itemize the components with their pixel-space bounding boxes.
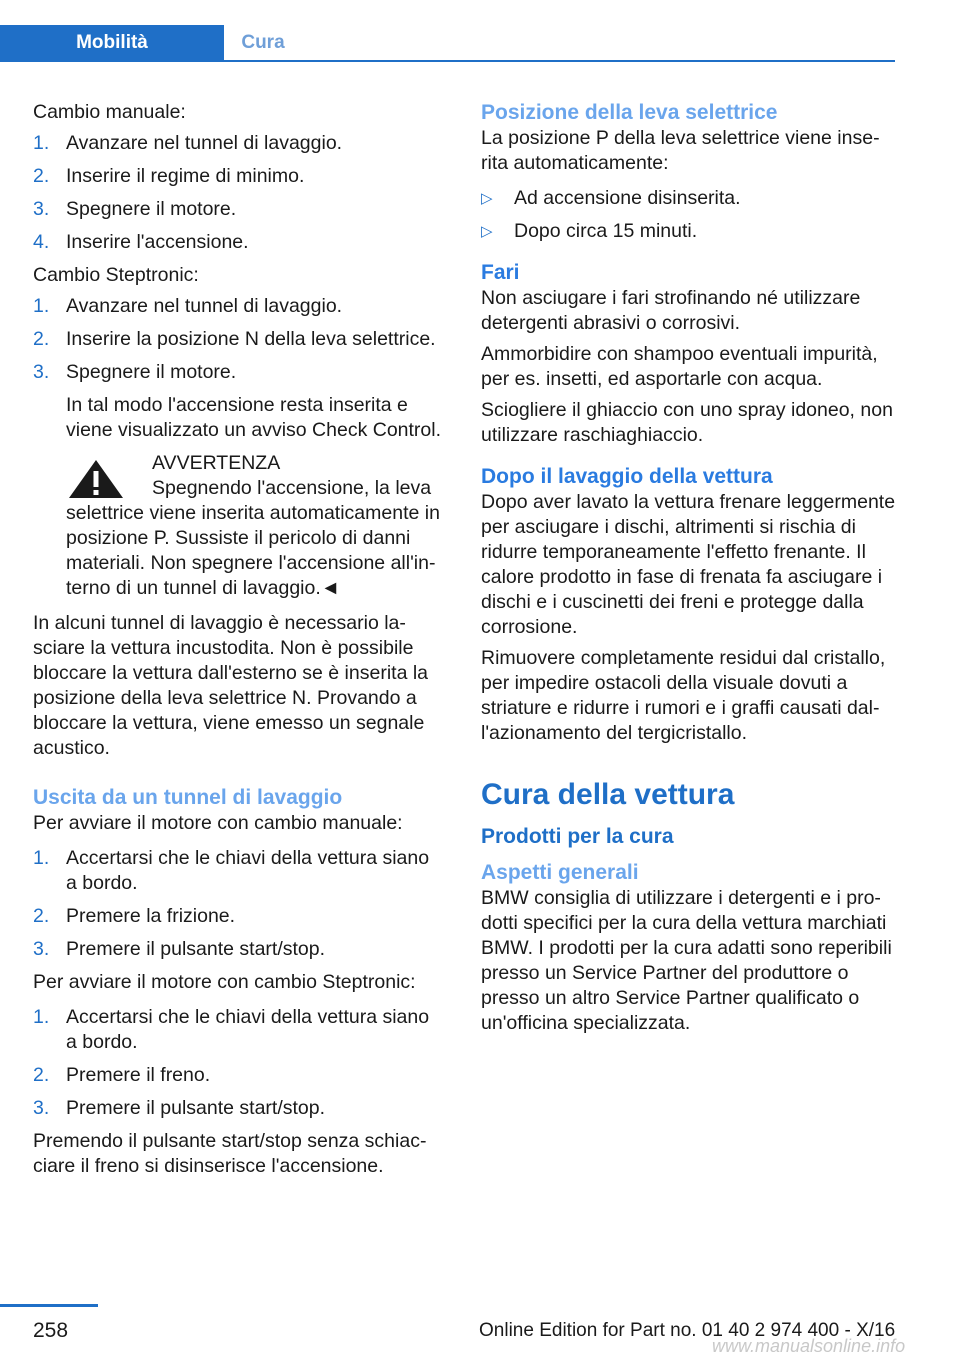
warning-title: AVVERTENZA <box>152 452 281 474</box>
after-wash-heading: Dopo il lavaggio della vettura <box>481 465 773 488</box>
page-number: 258 <box>33 1319 69 1342</box>
edition-text: Online Edition for Part no. 01 40 2 974 400 - X/16 <box>479 1320 896 1341</box>
list-item: 4. Inserire l'accensione. <box>33 231 249 253</box>
list-item: 3. Premere il pulsante start/stop. <box>33 938 326 960</box>
exit-manual-label: Per avviare il motore con cambio manuale: <box>33 812 403 834</box>
list-item: 2. Premere il freno. <box>33 1064 211 1086</box>
watermark: www.manualsonline.info <box>712 1336 906 1356</box>
exit-manual-steps-list <box>33 846 445 962</box>
selector-heading: Posizione della leva selettrice <box>481 101 778 124</box>
list-item: ▷ Ad accensione disinserita. <box>481 187 741 209</box>
after-wash-paragraph-2: Rimuovere completamente residui dal cristallo, per impedire ostacoli della visuale dovuti a striature e ridurre i rumori e i graffi causati dall'azionamento del tergicristallo. <box>481 647 886 744</box>
exit-heading: Uscita da un tunnel di lavaggio <box>33 786 343 809</box>
header-tabs <box>0 25 895 62</box>
list-item: 2. Inserire la posizione N della leva selettrice. <box>33 328 436 350</box>
triangle-bullet-icon: ▷ <box>481 190 493 207</box>
steptronic-label: Cambio Steptronic: <box>33 264 199 286</box>
list-item: 1. Avanzare nel tunnel di lavaggio. <box>33 295 343 317</box>
unattended-paragraph: In alcuni tunnel di lavaggio è necessario lasciare la vettura incustodita. Non è possibile bloccare la vettura dall'esterno se è inserita la posizione della leva selettrice N. Provando a bloccare la vettura, viene emesso un segnale acustico. <box>33 612 429 759</box>
after-wash-paragraph-1: Dopo aver lavato la vettura frenare leggermente per asciugare i dischi, altrimenti si rischia di ridurre temporaneamente l'effetto frenante. Il calore prodotto in fase di frenata fa asciugare i dischi e i cuscinetti dei freni e protegge dalla corrosione. <box>481 491 896 638</box>
tab-mobilita[interactable]: Mobilità <box>0 25 224 60</box>
header-rule <box>0 60 895 62</box>
warning-triangle-icon <box>66 457 126 501</box>
list-item: 3. Spegnere il motore. <box>33 198 237 220</box>
lights-paragraph-3: Sciogliere il ghiaccio con uno spray idoneo, non utilizzare raschiaghiaccio. <box>481 399 893 446</box>
lights-paragraph-2: Ammorbidire con shampoo eventuali impurità, per es. insetti, ed asportarle con acqua. <box>481 343 878 390</box>
tab-cura[interactable]: Cura <box>241 32 285 53</box>
selector-text: La posizione P della leva selettrice viene inserita automaticamente: <box>481 127 880 174</box>
steptronic-steps-list <box>33 294 445 443</box>
list-item: 1. Accertarsi che le chiavi della vettura siano a bordo. <box>33 847 430 894</box>
products-heading: Prodotti per la cura <box>481 825 674 848</box>
list-item: ▷ Dopo circa 15 minuti. <box>481 220 698 242</box>
triangle-bullet-icon: ▷ <box>481 223 493 240</box>
exit-note: Premendo il pulsante start/stop senza schiacciare il freno si disinserisce l'accensione. <box>33 1130 427 1177</box>
general-heading: Aspetti generali <box>481 861 639 884</box>
general-text: BMW consiglia di utilizzare i detergenti e i prodotti specifici per la cura della vettura marchiati BMW. I prodotti per la cura adatti sono reperibili presso un Service Partner del produttore o presso un altro Service Partner qualificato o un'officina specializzata. <box>481 887 892 1034</box>
care-title: Cura della vettura <box>481 778 735 811</box>
list-item: 2. Inserire il regime di minimo. <box>33 165 305 187</box>
steptronic-note: In tal modo l'accensione resta inserita e viene visualizzato un avviso Check Control. <box>66 394 442 441</box>
exit-steptronic-steps-list <box>33 1005 445 1121</box>
list-item: 3. Spegnere il motore. In tal modo l'accensione resta inserita e viene visualizzato un avviso Check Control. <box>33 360 445 443</box>
footer-rule <box>0 1304 98 1307</box>
list-item: 1. Accertarsi che le chiavi della vettura siano a bordo. <box>33 1006 430 1053</box>
left-column <box>33 100 445 1185</box>
manual-steps-list <box>33 131 445 255</box>
exit-steptronic-label: Per avviare il motore con cambio Steptronic: <box>33 971 416 993</box>
list-item: 3. Premere il pulsante start/stop. <box>33 1097 326 1119</box>
selector-list <box>481 186 897 244</box>
right-column <box>481 100 897 1042</box>
list-item: 2. Premere la frizione. <box>33 905 236 927</box>
warning-text: Spegnendo l'accensione, la leva selettrice viene inserita automaticamente in posizione P. Sussiste il pericolo di danni materiali. Non spegnere l'accensione all'interno di un tunnel di lavaggio.◄ <box>66 477 440 599</box>
warning-box <box>66 451 445 601</box>
list-item: 1. Avanzare nel tunnel di lavaggio. <box>33 132 343 154</box>
lights-heading: Fari <box>481 261 520 284</box>
lights-paragraph-1: Non asciugare i fari strofinando né utilizzare detergenti abrasivi o corrosivi. <box>481 287 861 334</box>
manual-label: Cambio manuale: <box>33 101 186 123</box>
